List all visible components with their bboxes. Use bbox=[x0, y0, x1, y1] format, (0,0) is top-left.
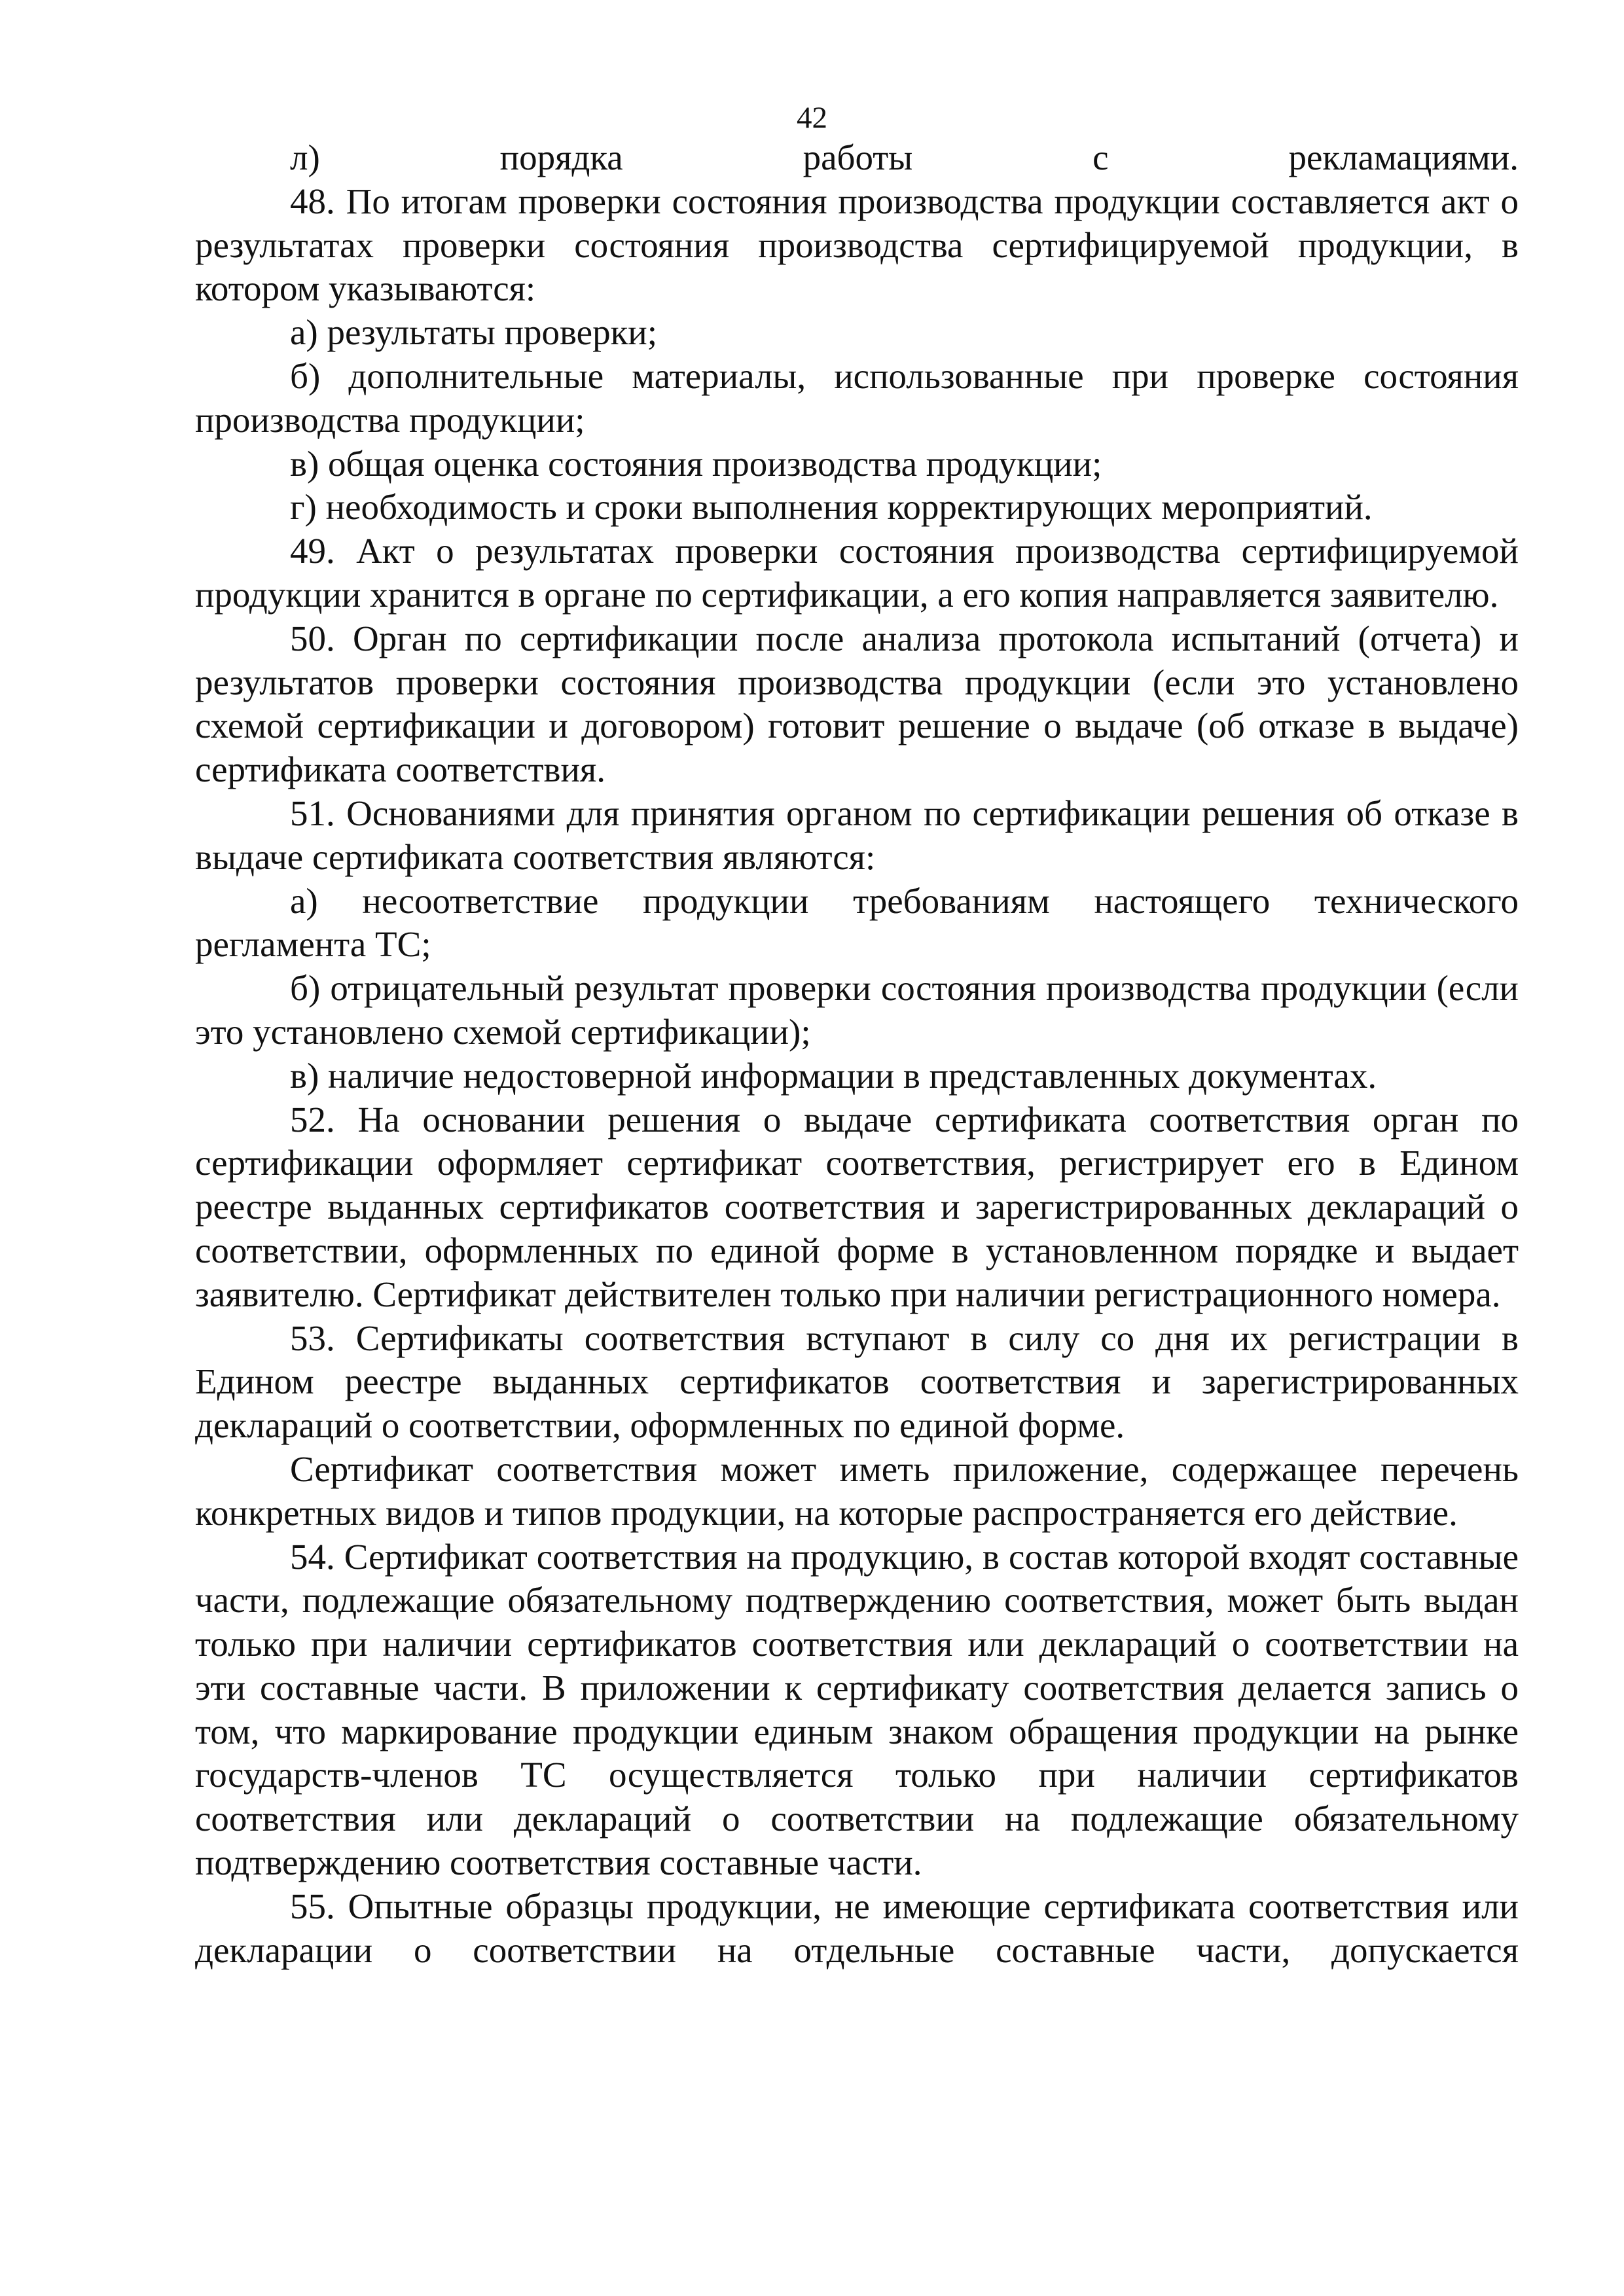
document-body bbox=[195, 136, 1519, 1972]
paragraph-54: 54. Сертификат соответствия на продукцию, в состав которой входят составные части, подлежащие обязательному подтверждению соответствия, может быть выдан только при наличии сертификатов соответствия или деклараций о соответствии на эти составные части. В приложении к сертификату соответствия делается запись о том, что маркирование продукции единым знаком обращения продукции на рынке государств-членов ТС осуществляется только при наличии сертификатов соответствия или деклараций о соответствии на подлежащие обязательному подтверждению соответствия составные части. bbox=[195, 1536, 1519, 1883]
paragraph-49: 49. Акт о результатах проверки состояния производства сертифицируемой продукции хранится в органе по сертификации, а его копия направляется заявителю. bbox=[195, 531, 1519, 615]
paragraph-51-a: а) несоответствие продукции требованиям настоящего технического регламента ТС; bbox=[195, 880, 1519, 965]
paragraph-50: 50. Орган по сертификации после анализа протокола испытаний (отчета) и результатов проверки состояния производства продукции (если это установлено схемой сертификации и договором) готовит решение о выдаче (об отказе в выдаче) сертификата соответствия. bbox=[195, 618, 1519, 790]
page-number: 42 bbox=[797, 101, 827, 135]
paragraph-53-appendix: Сертификат соответствия может иметь приложение, содержащее перечень конкретных видов и типов продукции, на которые распространяется его действие. bbox=[195, 1448, 1519, 1533]
paragraph-52: 52. На основании решения о выдаче сертификата соответствия орган по сертификации оформляет сертификат соответствия, регистрирует его в Едином реестре выданных сертификатов соответствия и зарегистрированных деклараций о соответствии, оформленных по единой форме в установленном порядке и выдает заявителю. Сертификат действителен только при наличии регистрационного номера. bbox=[195, 1099, 1519, 1314]
paragraph-48-g: г) необходимость и сроки выполнения корректирующих мероприятий. bbox=[290, 487, 1373, 528]
paragraph-51-b: б) отрицательный результат проверки состояния производства продукции (если это установлено схемой сертификации); bbox=[195, 968, 1519, 1052]
paragraph-51: 51. Основаниями для принятия органом по сертификации решения об отказе в выдаче сертификата соответствия являются: bbox=[195, 793, 1519, 877]
paragraph-48-v: в) общая оценка состояния производства продукции; bbox=[290, 443, 1102, 484]
paragraph-51-v: в) наличие недостоверной информации в представленных документах. bbox=[290, 1055, 1377, 1096]
paragraph-48-b: б) дополнительные материалы, использованные при проверке состояния производства продукции; bbox=[195, 355, 1519, 440]
paragraph-48: 48. По итогам проверки состояния производства продукции составляется акт о результатах проверки состояния производства сертифицируемой продукции, в котором указываются: bbox=[195, 181, 1519, 309]
paragraph-l: л) порядка работы с рекламациями. bbox=[290, 137, 1519, 177]
paragraph-55: 55. Опытные образцы продукции, не имеющие сертификата соответствия или декларации о соответствии на отдельные составные части, допускается bbox=[195, 1886, 1519, 1970]
paragraph-48-a: а) результаты проверки; bbox=[290, 312, 658, 353]
paragraph-53: 53. Сертификаты соответствия вступают в силу со дня их регистрации в Едином реестре выданных сертификатов соответствия и зарегистрированных деклараций о соответствии, оформленных по единой форме. bbox=[195, 1318, 1519, 1446]
